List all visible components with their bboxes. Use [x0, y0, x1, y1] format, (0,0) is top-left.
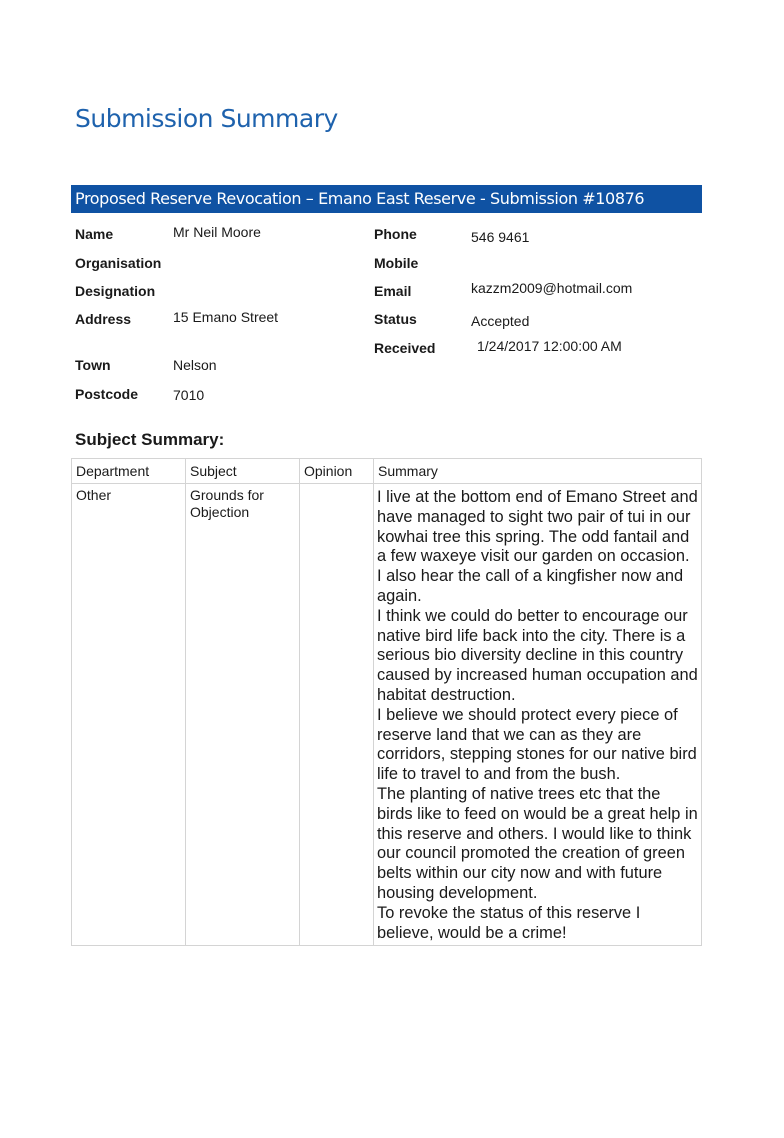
address-label: Address — [75, 311, 132, 327]
name-label: Name — [75, 226, 114, 242]
phone-label: Phone — [374, 226, 417, 242]
column-header-opinion: Opinion — [300, 459, 374, 484]
status-value: Accepted — [471, 313, 530, 329]
opinion-cell — [300, 484, 374, 946]
page-title: Submission Summary — [75, 104, 338, 133]
designation-label: Designation — [75, 283, 156, 299]
column-header-subject: Subject — [186, 459, 300, 484]
name-value: Mr Neil Moore — [173, 224, 261, 240]
subject-cell: Grounds for Objection — [186, 484, 300, 946]
table-row — [72, 484, 702, 946]
subject-summary-heading: Subject Summary: — [75, 430, 225, 449]
mobile-label: Mobile — [374, 255, 419, 271]
address-value: 15 Emano Street — [173, 309, 279, 325]
email-label: Email — [374, 283, 412, 299]
status-label: Status — [374, 311, 417, 327]
column-header-department: Department — [72, 459, 186, 484]
postcode-value: 7010 — [173, 387, 205, 403]
received-value: 1/24/2017 12:00:00 AM — [477, 338, 622, 354]
column-header-summary: Summary — [374, 459, 702, 484]
summary-cell: I live at the bottom end of Emano Street and have managed to sight two pair of tui in our kowhai tree this spring. The odd fantail and a few waxeye visit our garden on occasion. I also hear the call of a kingfisher now and again. I think we could do better to encourage our native bird life back into the city. There is a serious bio diversity decline in this country caused by increased human occupation and habitat destruction. I believe we should protect every piece of reserve land that we can as they are corridors, stepping stones for our native bird life to travel to and from the bush. The planting of native trees etc that the birds like to feed on would be a great help in this reserve and others. I would like to think our council promoted the creation of green belts within our city now and with future housing development. To revoke the status of this reserve I believe, would be a crime! — [374, 484, 702, 946]
town-value: Nelson — [173, 357, 217, 373]
table-header-row — [72, 459, 702, 484]
submission-banner: Proposed Reserve Revocation – Emano East Reserve - Submission #10876 — [71, 185, 702, 213]
department-cell: Other — [72, 484, 186, 946]
postcode-label: Postcode — [75, 386, 139, 402]
organisation-label: Organisation — [75, 255, 162, 271]
phone-value: 546 9461 — [471, 229, 530, 245]
subject-summary-table — [71, 458, 702, 946]
received-label: Received — [374, 340, 436, 356]
email-value: kazzm2009@hotmail.com — [471, 280, 633, 296]
town-label: Town — [75, 357, 111, 373]
